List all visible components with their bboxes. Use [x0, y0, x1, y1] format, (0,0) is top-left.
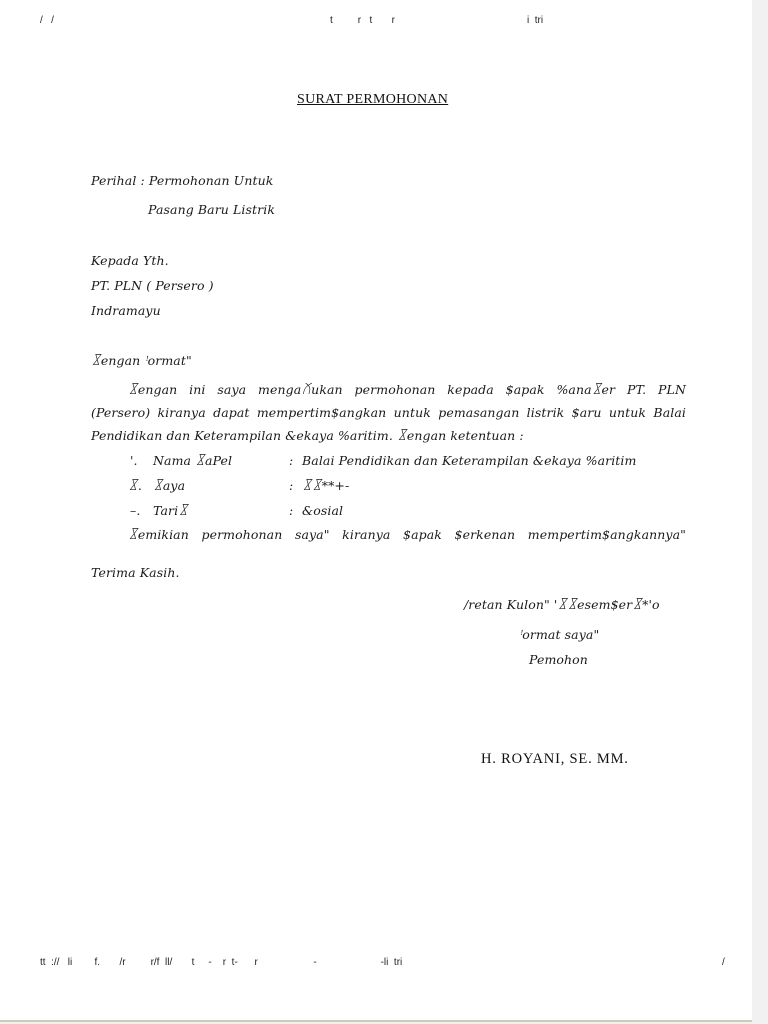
header-right: i tri — [527, 15, 544, 26]
closing-line: ꒾emikian permohonan saya" kiranya $apak $erkenan mempertim$angkannya" — [128, 527, 686, 542]
item-number: '. — [130, 453, 138, 468]
thanks-line: Terima Kasih. — [91, 565, 180, 580]
header-center: t r t r — [330, 15, 396, 26]
applicant-role: Pemohon — [529, 652, 588, 667]
item-label: ꒾aya — [153, 478, 186, 493]
perihal-line-1: Perihal : Permohonan Untuk — [91, 173, 274, 188]
place-date: /retan Kulon" '꒾꒾esem$er꒾*'o — [464, 597, 660, 612]
item-separator: : — [289, 478, 294, 493]
greeting: ꒾engan ꜝormat" — [91, 353, 192, 368]
recipient-salutation: Kepada Yth. — [91, 253, 169, 268]
item-label: Nama ꒾aPel — [153, 453, 233, 468]
footer-page-marker: / — [722, 957, 725, 968]
signer-name: H. ROYANI, SE. MM. — [481, 751, 629, 767]
item-separator: : — [289, 453, 294, 468]
item-separator: : — [289, 503, 294, 518]
footer-url: tt :// li f. /r r/f ll/ t - r t- r - -li tri — [40, 957, 403, 968]
paragraph-line-2: (Persero) kiranya dapat mempertim$angkan untuk pemasangan listrik $aru untuk Balai — [91, 405, 686, 420]
item-label: Tari꒾ — [153, 503, 189, 518]
item-value: &osial — [302, 503, 344, 518]
paragraph-line-1: ꒾engan ini saya menga꒽ukan permohonan kepada $apak %ana꒾er PT. PLN — [128, 382, 686, 397]
letter-title: SURAT PERMOHONAN — [297, 92, 449, 107]
paragraph-line-3: Pendidikan dan Keterampilan &ekaya %aritim. ꒾engan ketentuan : — [91, 428, 524, 443]
item-value: Balai Pendidikan dan Keterampilan &ekaya %aritim — [302, 453, 637, 468]
item-number: ꒾. — [128, 478, 142, 493]
regards-line: ꜝormat saya" — [519, 627, 600, 642]
item-number: –. — [130, 503, 141, 518]
perihal-line-2: Pasang Baru Listrik — [148, 202, 276, 217]
item-value: ꒾꒾**+- — [302, 478, 350, 493]
recipient-company: PT. PLN ( Persero ) — [91, 278, 214, 293]
recipient-city: Indramayu — [91, 303, 161, 318]
header-left: / / — [40, 15, 54, 26]
